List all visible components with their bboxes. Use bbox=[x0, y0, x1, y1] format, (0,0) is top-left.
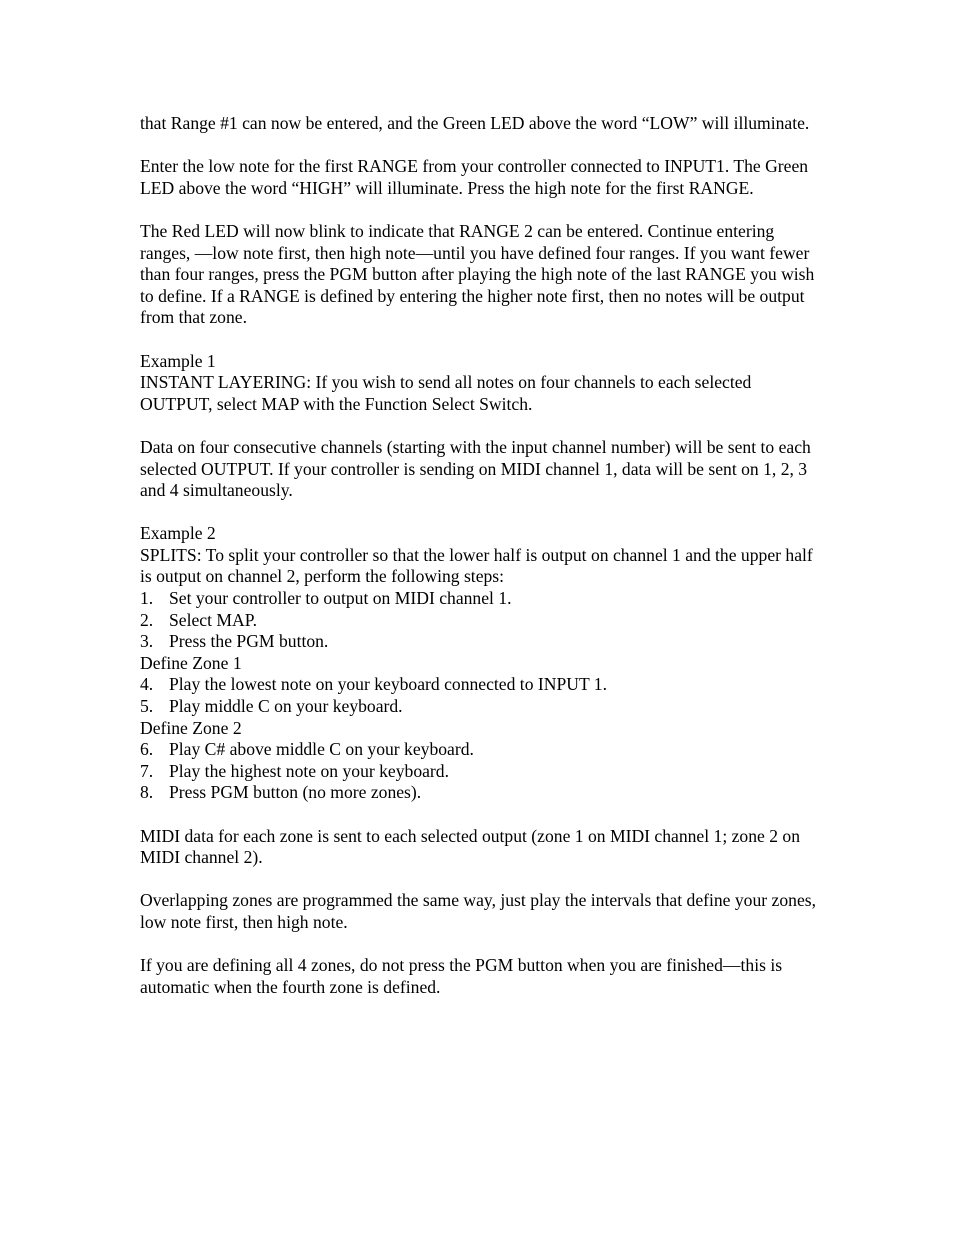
paragraph-midi-data-zones: MIDI data for each zone is sent to each selected output (zone 1 on MIDI channel 1; zone 2 on MIDI channel 2). bbox=[140, 825, 801, 868]
step-item bbox=[140, 588, 820, 610]
step-item bbox=[140, 696, 820, 718]
step-item bbox=[140, 761, 820, 783]
paragraph-consecutive-channels: Data on four consecutive channels (starting with the input channel number) will be sent to each selected OUTPUT. If your controller is sending on MIDI channel 1, data will be sent on 1, 2, 3 and 4 simultaneously. bbox=[140, 436, 811, 501]
step-number: 8. bbox=[140, 782, 154, 803]
define-zone-2-heading: Define Zone 2 bbox=[140, 717, 242, 738]
step-text: Press PGM button (no more zones). bbox=[169, 782, 422, 803]
step-number: 5. bbox=[140, 696, 154, 717]
step-item bbox=[140, 631, 820, 653]
step-number: 3. bbox=[140, 631, 154, 652]
document-page bbox=[140, 113, 820, 1020]
paragraph-red-led-ranges: The Red LED will now blink to indicate that RANGE 2 can be entered. Continue entering ranges, —low note first, then high note—until you have defined four ranges. If you want fewer than four ranges, press the PGM button after playing the high note of the last RANGE you wish to define. If a RANGE is defined by entering the higher note first, then no notes will be output from that zone. bbox=[140, 220, 815, 328]
step-number: 6. bbox=[140, 739, 154, 760]
example-1-instant-layering-text: INSTANT LAYERING: If you wish to send all notes on four channels to each selected OUTPUT, select MAP with the Function Select Switch. bbox=[140, 372, 752, 414]
example-2-section bbox=[140, 523, 820, 804]
step-number: 7. bbox=[140, 760, 154, 781]
step-item bbox=[140, 782, 820, 804]
paragraph-enter-low-note: Enter the low note for the first RANGE from your controller connected to INPUT1. The Green LED above the word “HIGH” will illuminate. Press the high note for the first RANGE. bbox=[140, 156, 809, 198]
step-number: 4. bbox=[140, 674, 154, 695]
step-text: Set your controller to output on MIDI channel 1. bbox=[169, 588, 512, 609]
step-item bbox=[140, 674, 820, 696]
example-1-section bbox=[140, 351, 820, 416]
step-item bbox=[140, 739, 820, 761]
paragraph-range1-led: that Range #1 can now be entered, and the Green LED above the word “LOW” will illuminate. bbox=[140, 113, 810, 133]
step-text: Play the lowest note on your keyboard connected to INPUT 1. bbox=[169, 674, 607, 695]
step-text: Play middle C on your keyboard. bbox=[169, 696, 403, 717]
define-zone-1-heading: Define Zone 1 bbox=[140, 652, 242, 673]
paragraph-overlapping-zones: Overlapping zones are programmed the same way, just play the intervals that define your zones, low note first, then high note. bbox=[140, 890, 816, 932]
step-number: 2. bbox=[140, 609, 154, 630]
step-item bbox=[140, 610, 820, 632]
paragraph-four-zones-automatic: If you are defining all 4 zones, do not press the PGM button when you are finished—this is automatic when the fourth zone is defined. bbox=[140, 955, 783, 997]
step-text: Press the PGM button. bbox=[169, 631, 329, 652]
example-2-heading: Example 2 bbox=[140, 523, 216, 544]
step-text: Play C# above middle C on your keyboard. bbox=[169, 739, 474, 760]
step-number: 1. bbox=[140, 588, 154, 609]
step-text: Select MAP. bbox=[169, 609, 257, 630]
example-2-splits-text: SPLITS: To split your controller so that the lower half is output on channel 1 and the upper half is output on channel 2, perform the following steps: bbox=[140, 544, 813, 587]
step-text: Play the highest note on your keyboard. bbox=[169, 760, 449, 781]
example-1-heading: Example 1 bbox=[140, 350, 216, 371]
